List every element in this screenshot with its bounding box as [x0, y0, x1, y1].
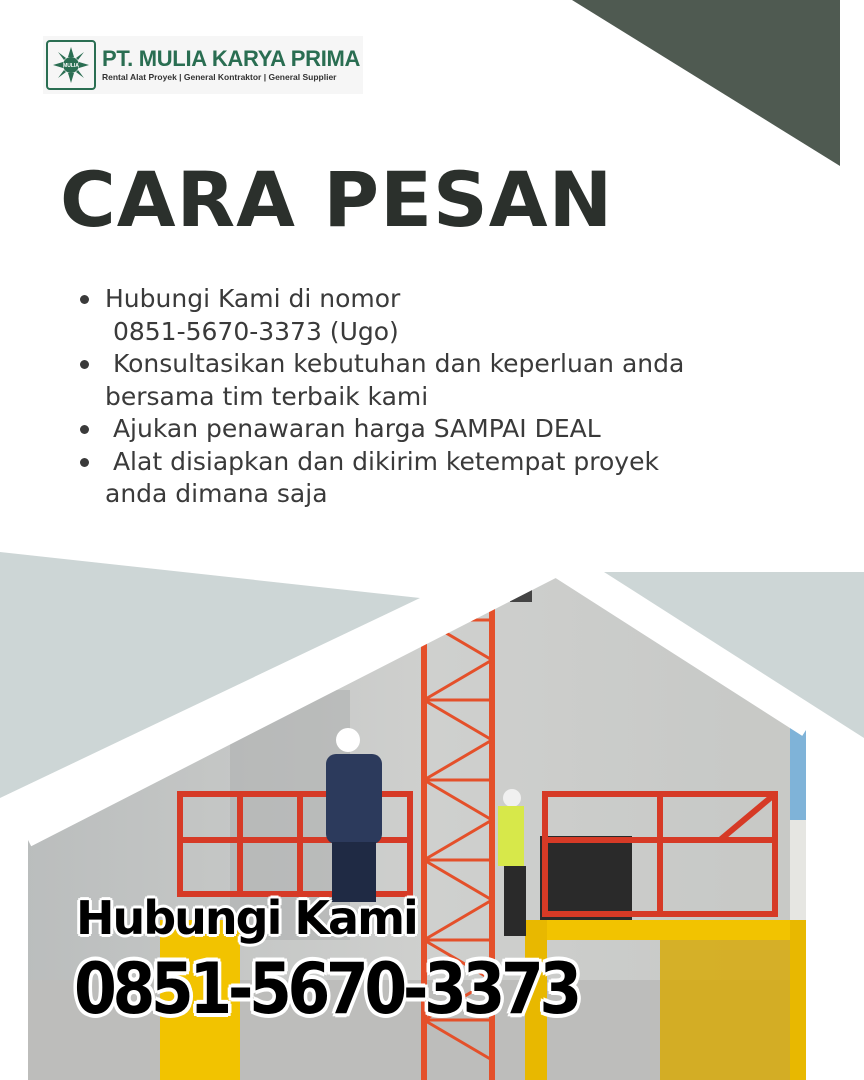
svg-text:MULIA: MULIA — [63, 63, 79, 69]
bullet-icon — [80, 295, 89, 304]
list-item: Alat disiapkan dan dikirim ketempat proyek anda dimana saja — [78, 446, 718, 511]
company-tagline: Rental Alat Proyek | General Kontraktor | General Supplier — [102, 72, 337, 82]
bullet-icon — [80, 458, 89, 467]
logo-emblem-icon — [46, 40, 96, 90]
company-name: PT. MULIA KARYA PRIMA — [102, 46, 361, 71]
bullet-icon — [80, 360, 89, 369]
page-title: CARA PESAN — [60, 155, 614, 244]
list-item: Hubungi Kami di nomor 0851-5670-3373 (Ugo) — [78, 283, 718, 348]
phone-number[interactable]: 0851-5670-3373 — [74, 948, 578, 1030]
list-item: Ajukan penawaran harga SAMPAI DEAL — [78, 413, 718, 446]
list-item: Konsultasikan kebutuhan dan keperluan anda bersama tim terbaik kami — [78, 348, 718, 413]
bullet-icon — [80, 425, 89, 434]
contact-heading: Hubungi Kami — [76, 891, 417, 945]
order-steps-list — [78, 283, 718, 511]
company-logo — [43, 36, 363, 94]
